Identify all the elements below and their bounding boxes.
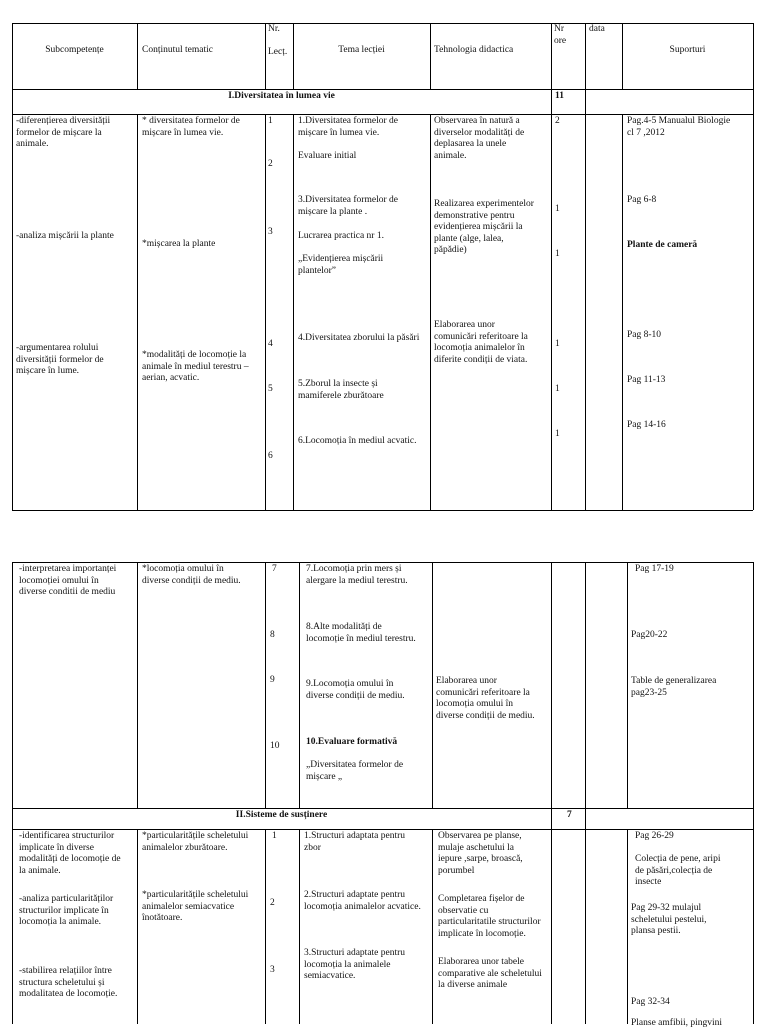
subcompetenta: -diferențierea diversității formelor de mișcare la animale. bbox=[16, 116, 111, 149]
support-resource: Pag 29-32 mulajul scheletului pestelui, plansa pestii. bbox=[631, 903, 707, 936]
lesson-number: 8 bbox=[270, 630, 275, 640]
lesson-number: 2 bbox=[268, 159, 273, 169]
rule bbox=[12, 562, 753, 563]
support-resource: Pag 26-29 bbox=[635, 831, 674, 841]
lesson-number: 1 bbox=[268, 116, 273, 126]
subcompetenta: -analiza particularităților structurilor implicate în locomoția la animale. bbox=[19, 894, 114, 927]
support-resource: Pag 14-16 bbox=[627, 420, 666, 430]
continut-tematic: *particularitățile scheletului animalelor semiacvatice înotătoare. bbox=[142, 890, 249, 923]
col-rule bbox=[265, 562, 266, 808]
continut-tematic: * diversitatea formelor de mișcare în lumea vie. bbox=[142, 116, 240, 138]
col-rule bbox=[293, 114, 294, 510]
continut-tematic: *modalități de locomoție la animale în mediul terestru – aerian, acvatic. bbox=[142, 350, 249, 383]
rule bbox=[12, 829, 753, 830]
col-rule bbox=[432, 829, 433, 1024]
col-rule bbox=[627, 829, 628, 1024]
hours: 1 bbox=[555, 249, 560, 259]
lesson-topic: 7.Locomoția prin mers și alergare la mediul terestru. bbox=[306, 564, 408, 586]
col-rule bbox=[432, 562, 433, 808]
subcompetenta: -argumentarea rolului diversității formelor de mișcare în lume. bbox=[16, 343, 104, 376]
support-resource: Plante de cameră bbox=[627, 240, 698, 250]
teaching-method: Observarea pe planse, mulaje aschetului la iepure ,sarpe, broască, porumbel bbox=[438, 831, 523, 876]
col-rule bbox=[753, 23, 754, 510]
subcompetenta: -analiza mișcării la plante bbox=[16, 231, 114, 241]
rule bbox=[12, 510, 753, 511]
col-rule bbox=[430, 23, 431, 89]
lesson-topic: 1.Diversitatea formelor de mișcare în lumea vie. bbox=[298, 116, 398, 138]
col-rule bbox=[551, 23, 552, 510]
support-resource: Pag 32-34 bbox=[631, 997, 670, 1007]
lesson-topic: 1.Structuri adaptata pentru zbor bbox=[304, 831, 406, 853]
col-rule bbox=[137, 562, 138, 808]
col-rule bbox=[265, 23, 266, 89]
hours: 1 bbox=[555, 429, 560, 439]
hours: 2 bbox=[555, 116, 560, 126]
col-rule bbox=[299, 562, 300, 808]
col-rule bbox=[137, 23, 138, 89]
support-resource: Table de generalizarea pag23-25 bbox=[631, 676, 717, 698]
teaching-method: Elaborarea unor tabele comparative ale scheletului la diverse animale bbox=[438, 957, 542, 990]
rule bbox=[12, 89, 753, 90]
support-resource: Pag 17-19 bbox=[635, 564, 674, 574]
col-rule bbox=[12, 562, 13, 1024]
col-rule bbox=[430, 114, 431, 510]
rule bbox=[12, 114, 753, 115]
lesson-topic: 3.Diversitatea formelor de mișcare la plante . bbox=[298, 195, 398, 217]
support-resource: Pag 8-10 bbox=[627, 330, 662, 340]
hours: 1 bbox=[555, 204, 560, 214]
header-suporturi: Suporturi bbox=[669, 45, 706, 55]
header-subcompetente: Subcompetențe bbox=[45, 45, 104, 55]
lesson-topic: 4.Diversitatea zborului la păsări bbox=[298, 333, 420, 343]
teaching-method: Elaborarea unor comunicări referitoare la locomoția animalelor în diferite condiții de viata. bbox=[434, 320, 528, 365]
teaching-method: Realizarea experimentelor demonstrative pentru evidențierea mișcării la plante (alge, lalea, păpădie) bbox=[434, 199, 534, 255]
lesson-topic: „Evidențierea mișcării plantelor” bbox=[298, 254, 384, 276]
lesson-topic: 5.Zborul la insecte și mamiferele zburătoare bbox=[298, 379, 384, 401]
lesson-number: 4 bbox=[268, 339, 273, 349]
col-rule bbox=[265, 829, 266, 1024]
col-rule bbox=[753, 562, 754, 1024]
support-resource: Pag20-22 bbox=[631, 630, 668, 640]
lesson-number: 6 bbox=[268, 451, 273, 461]
hours: 1 bbox=[555, 339, 560, 349]
header-data: data bbox=[589, 24, 605, 34]
lesson-topic: 2.Structuri adaptate pentru locomoția animalelor acvatice. bbox=[304, 890, 421, 912]
col-rule bbox=[585, 23, 586, 510]
teaching-method: Completarea fișelor de observatie cu particularitatile structurilor implicate în locomoție. bbox=[438, 894, 541, 939]
continut-tematic: *locomoția omului în diverse condiții de mediu. bbox=[142, 564, 241, 586]
section-title-1: I.Diversitatea în lumea vie bbox=[228, 91, 335, 101]
lesson-number: 7 bbox=[272, 564, 277, 574]
lesson-number: 9 bbox=[270, 675, 275, 685]
lesson-number: 3 bbox=[270, 965, 275, 975]
lesson-number: 10 bbox=[270, 741, 280, 751]
col-rule bbox=[627, 562, 628, 808]
teaching-method: Observarea în natură a diverselor modalități de deplasarea la unele animale. bbox=[434, 116, 525, 161]
header-nr-ore: Nr ore bbox=[554, 24, 567, 46]
continut-tematic: *particularitățile scheletului animalelor zburătoare. bbox=[142, 831, 249, 853]
support-resource: Pag.4-5 Manualul Biologie cl 7 ,2012 bbox=[627, 116, 731, 138]
support-resource: Pag 6-8 bbox=[627, 195, 657, 205]
col-rule bbox=[585, 562, 586, 1024]
subcompetenta: -identificarea structurilor implicate în diverse modalități de locomoție de la animale. bbox=[19, 831, 121, 876]
rule bbox=[12, 23, 753, 24]
section-hours-1: 11 bbox=[555, 91, 564, 101]
continut-tematic: *mișcarea la plante bbox=[142, 239, 216, 249]
col-rule bbox=[622, 114, 623, 510]
subcompetenta: -stabilirea relațiilor între structura scheletului și modalitatea de locomoție. bbox=[19, 966, 118, 999]
support-resource: Pag 11-13 bbox=[627, 375, 666, 385]
header-continutul: Conținutul tematic bbox=[142, 45, 213, 55]
lesson-topic: 9.Locomoția omului în diverse condiții de mediu. bbox=[306, 679, 405, 701]
lesson-number: 3 bbox=[268, 227, 273, 237]
header-nr-lect: Nr. Lecț. bbox=[268, 24, 288, 57]
teaching-method: Elaborarea unor comunicări referitoare la locomoția omului în diverse condiții de mediu. bbox=[436, 676, 535, 721]
rule bbox=[12, 808, 753, 809]
lesson-topic: 10.Evaluare formativă bbox=[306, 737, 398, 747]
support-resource: Colecția de pene, aripi de păsări,colecția de insecte bbox=[635, 854, 721, 887]
col-rule bbox=[551, 562, 552, 1024]
section-hours-2: 7 bbox=[567, 810, 572, 820]
header-tema: Tema lecției bbox=[338, 45, 385, 55]
lesson-topic: Evaluare initial bbox=[298, 151, 357, 161]
lesson-topic: 8.Alte modalități de locomoție în mediul terestru. bbox=[306, 622, 416, 644]
col-rule bbox=[137, 829, 138, 1024]
hours: 1 bbox=[555, 384, 560, 394]
subcompetenta: -interpretarea importanței locomoției omului în diverse conditii de mediu bbox=[19, 564, 117, 597]
lesson-topic: 6.Locomoția în mediul acvatic. bbox=[298, 436, 417, 446]
col-rule bbox=[299, 829, 300, 1024]
lesson-number: 1 bbox=[272, 831, 277, 841]
lesson-topic: Lucrarea practica nr 1. bbox=[298, 231, 384, 241]
lesson-topic: 3.Structuri adaptate pentru locomoția la animalele semiacvatice. bbox=[304, 948, 406, 981]
lesson-number: 5 bbox=[268, 384, 273, 394]
support-resource: Planse amfibii, pingvini bbox=[631, 1018, 723, 1028]
col-rule bbox=[265, 114, 266, 510]
section-title-2: II.Sisteme de susținere bbox=[235, 810, 328, 820]
lesson-topic: „Diversitatea formelor de mișcare „ bbox=[306, 760, 404, 782]
header-tehnologia: Tehnologia didactica bbox=[434, 45, 514, 55]
col-rule bbox=[137, 114, 138, 510]
lesson-number: 2 bbox=[270, 898, 275, 908]
